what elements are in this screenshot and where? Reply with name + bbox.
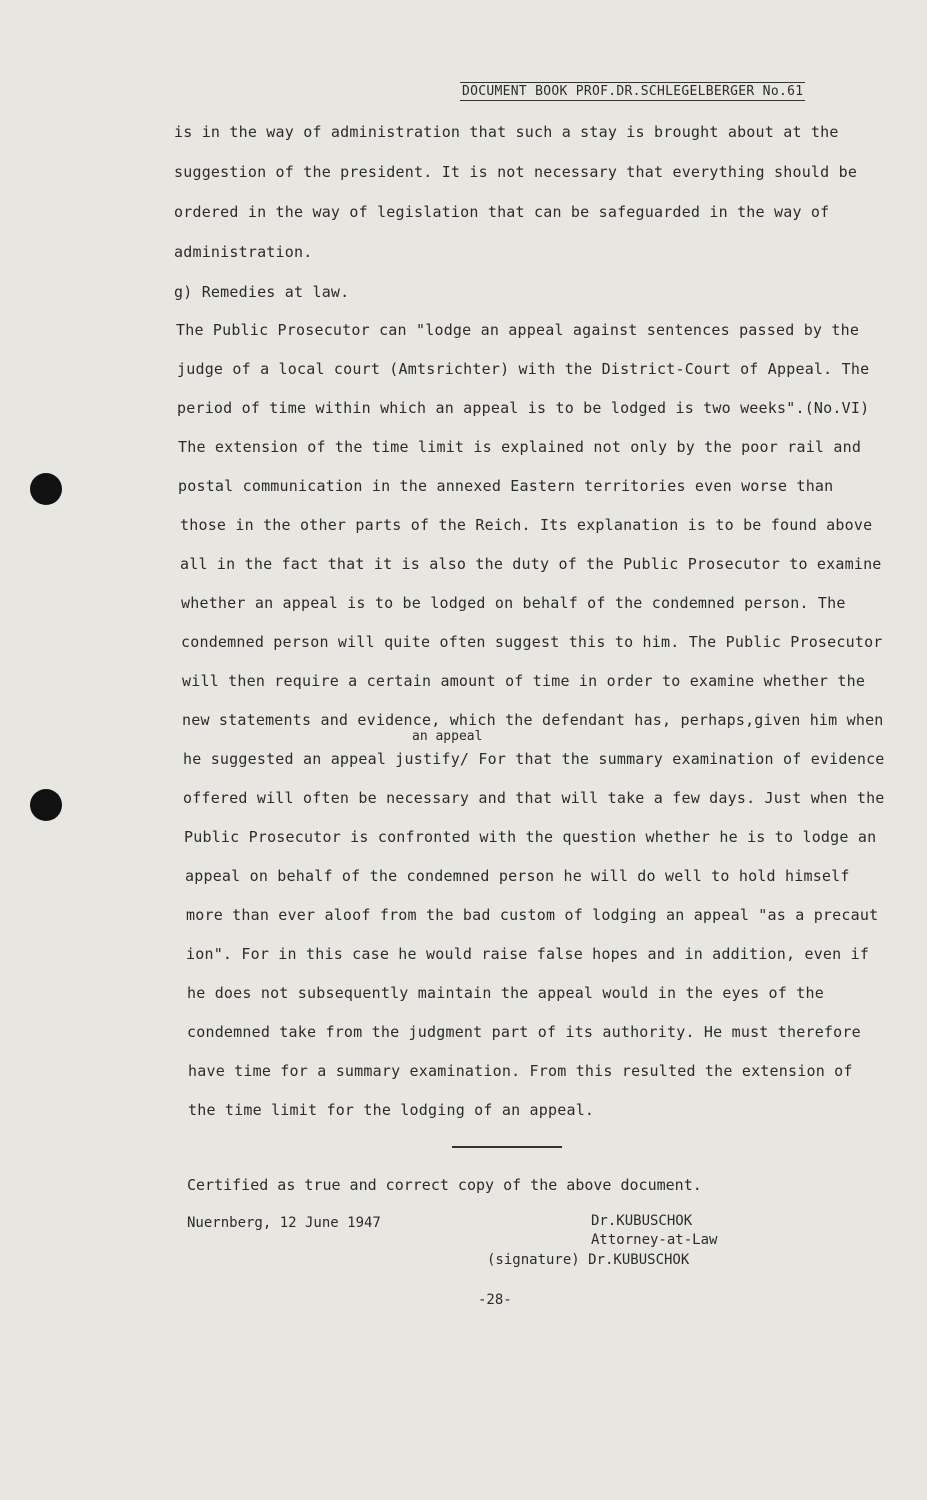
body-line: condemned take from the judgment part of its authority. He must therefore	[187, 1023, 861, 1041]
body-line: The extension of the time limit is explained not only by the poor rail and	[178, 438, 862, 456]
body-line: all in the fact that it is also the duty of the Public Prosecutor to examine	[180, 555, 882, 573]
body-line: Public Prosecutor is confronted with the question whether he is to lodge an	[184, 828, 877, 846]
body-line: whether an appeal is to be lodged on behalf of the condemned person. The	[181, 594, 846, 612]
body-line: those in the other parts of the Reich. Its explanation is to be found above	[180, 516, 873, 534]
body-line: is in the way of administration that such a stay is brought about at the	[174, 123, 839, 141]
signer-name: Dr.KUBUSCHOK	[591, 1213, 693, 1229]
handwritten-insertion: an appeal	[412, 729, 483, 744]
body-line: period of time within which an appeal is to be lodged is two weeks".(No.VI)	[177, 399, 870, 417]
page-number: -28-	[478, 1292, 512, 1308]
document-header: DOCUMENT BOOK PROF.DR.SCHLEGELBERGER No.61	[462, 84, 804, 99]
body-line: will then require a certain amount of time in order to examine whether the	[182, 672, 866, 690]
body-line: postal communication in the annexed Eastern territories even worse than	[178, 477, 834, 495]
body-line: g) Remedies at law.	[174, 283, 350, 301]
body-line: more than ever aloof from the bad custom of lodging an appeal "as a precaut	[186, 906, 879, 924]
body-line: suggestion of the president. It is not necessary that everything should be	[174, 163, 858, 181]
body-line: The Public Prosecutor can "lodge an appeal against sentences passed by the	[176, 321, 860, 339]
body-line: ordered in the way of legislation that can be safeguarded in the way of	[174, 203, 830, 221]
body-line: condemned person will quite often suggest this to him. The Public Prosecutor	[181, 633, 883, 651]
body-line: administration.	[174, 243, 313, 261]
body-line: new statements and evidence, which the defendant has, perhaps,given him when	[182, 711, 884, 729]
certification-text: Certified as true and correct copy of the above document.	[187, 1176, 702, 1194]
punch-hole	[30, 789, 62, 821]
signer-title: Attorney-at-Law	[591, 1232, 718, 1248]
body-line: he suggested an appeal justify/ For that the summary examination of evidence	[183, 750, 885, 768]
body-line: judge of a local court (Amtsrichter) with the District-Court of Appeal. The	[177, 360, 870, 378]
body-line: have time for a summary examination. From this resulted the extension of	[188, 1062, 853, 1080]
punch-hole	[30, 473, 62, 505]
signature-line: (signature) Dr.KUBUSCHOK	[487, 1252, 690, 1268]
body-line: he does not subsequently maintain the appeal would in the eyes of the	[187, 984, 824, 1002]
body-line: appeal on behalf of the condemned person he will do well to hold himself	[185, 867, 850, 885]
body-line: offered will often be necessary and that will take a few days. Just when the	[183, 789, 885, 807]
body-line: ion". For in this case he would raise false hopes and in addition, even if	[186, 945, 870, 963]
place-date: Nuernberg, 12 June 1947	[187, 1215, 381, 1231]
body-line: the time limit for the lodging of an appeal.	[188, 1101, 595, 1119]
divider-line	[452, 1146, 562, 1148]
